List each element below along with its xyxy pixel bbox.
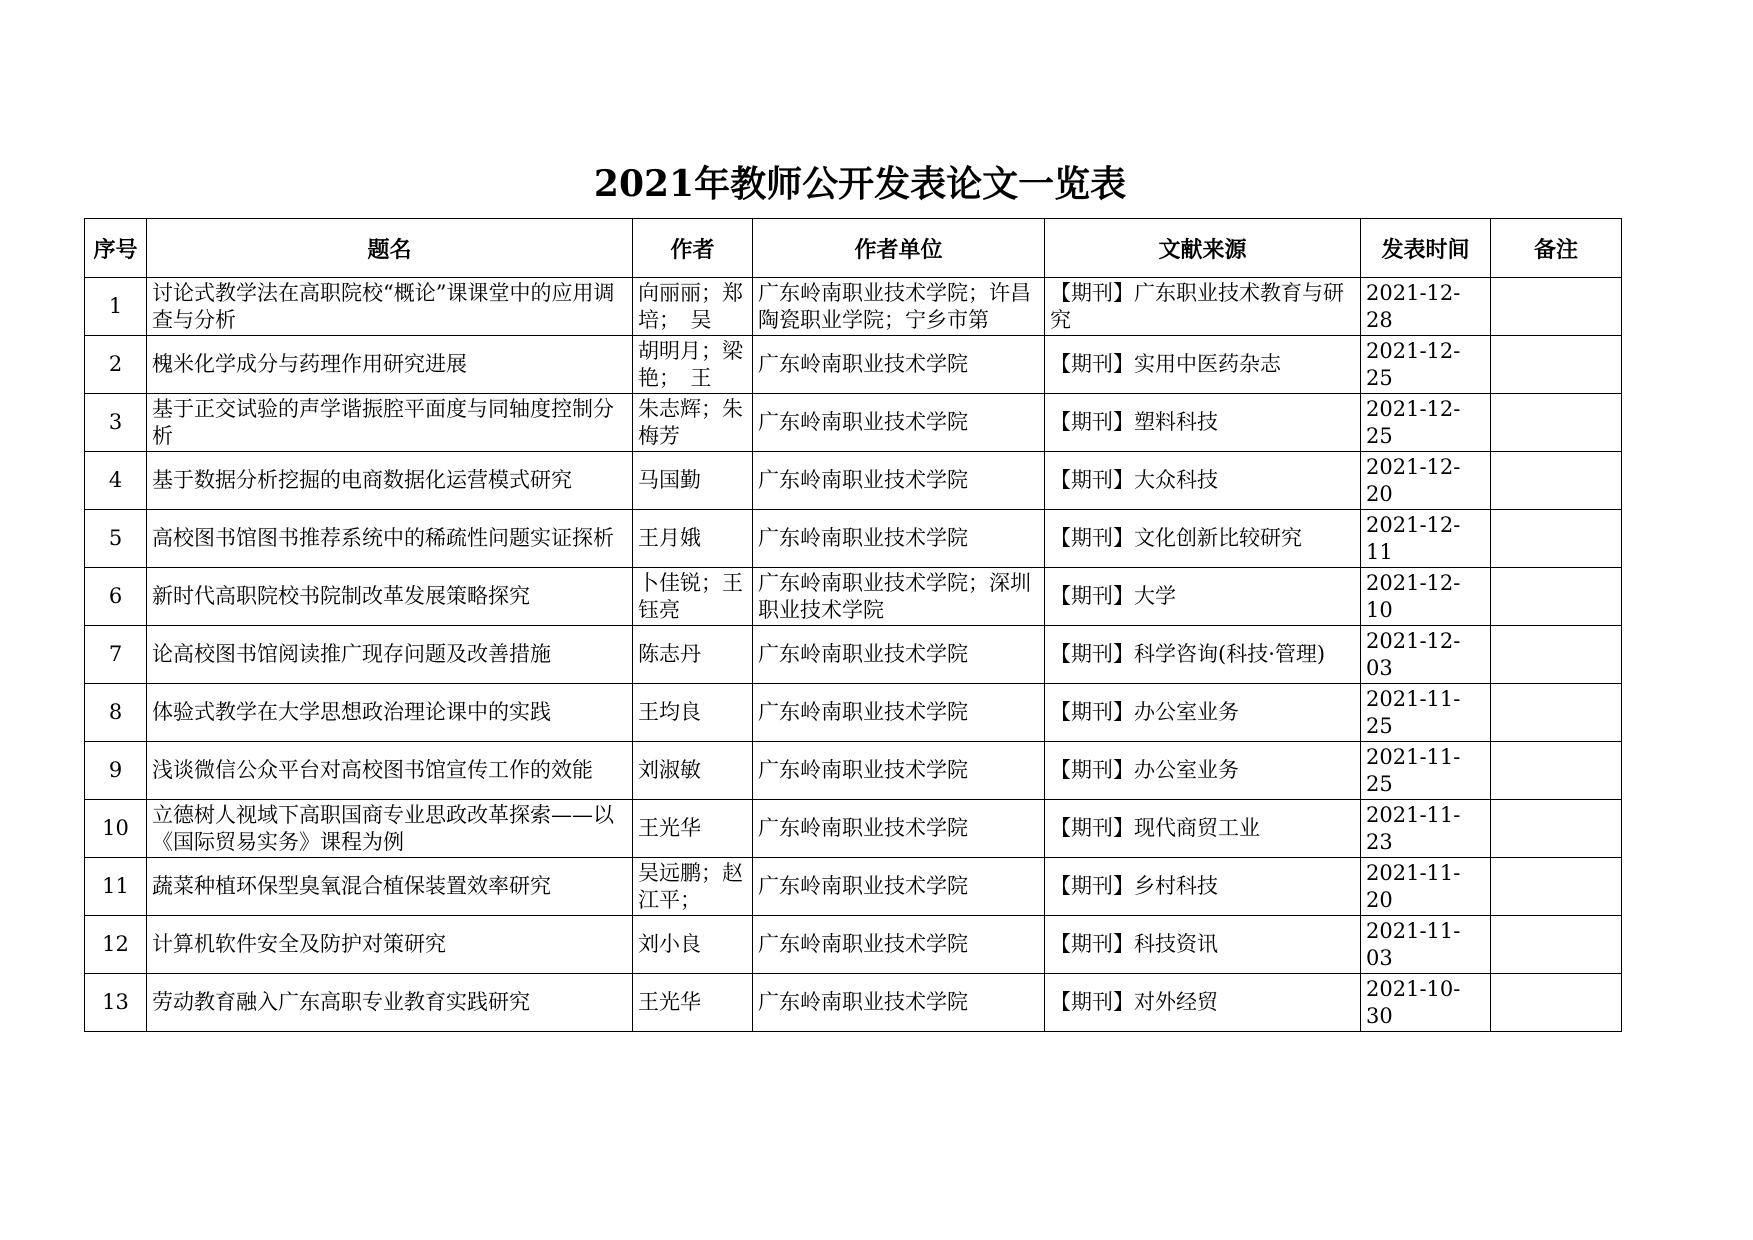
table-row: [85, 858, 1622, 916]
cell-index-text: 5: [108, 526, 123, 550]
cell-unit-text: 广东岭南职业技术学院: [758, 874, 968, 898]
cell-source-text: 【期刊】对外经贸: [1050, 990, 1218, 1014]
cell-author: [633, 742, 753, 800]
table-row: [85, 626, 1622, 684]
cell-date: [1361, 858, 1491, 916]
cell-author: [633, 974, 753, 1032]
cell-source: [1045, 916, 1361, 974]
cell-index-text: 3: [108, 410, 123, 434]
cell-date-text: 2021-12-25: [1366, 396, 1461, 448]
cell-title-text: 浅谈微信公众平台对高校图书馆宣传工作的效能: [152, 758, 593, 782]
cell-index: [85, 452, 147, 510]
cell-author: [633, 452, 753, 510]
cell-author-text: 卜佳锐；王钰亮: [638, 570, 743, 622]
cell-index-text: 9: [108, 758, 123, 782]
cell-date: [1361, 800, 1491, 858]
cell-unit-text: 广东岭南职业技术学院: [758, 816, 968, 840]
cell-note: [1491, 394, 1622, 452]
cell-unit-text: 广东岭南职业技术学院: [758, 700, 968, 724]
cell-unit: [753, 916, 1045, 974]
cell-title-text: 基于数据分析挖掘的电商数据化运营模式研究: [152, 468, 572, 492]
cell-title: [147, 568, 633, 626]
cell-source-text: 【期刊】办公室业务: [1050, 758, 1239, 782]
table-row: [85, 916, 1622, 974]
cell-unit: [753, 626, 1045, 684]
cell-title: [147, 800, 633, 858]
cell-unit-text: 广东岭南职业技术学院；深圳职业技术学院: [758, 570, 1031, 622]
cell-author-text: 吴远鹏；赵江平；: [638, 860, 743, 912]
cell-date-text: 2021-12-28: [1366, 280, 1461, 332]
cell-date-text: 2021-11-25: [1366, 744, 1461, 796]
cell-unit-text: 广东岭南职业技术学院: [758, 410, 968, 434]
cell-title-text: 论高校图书馆阅读推广现存问题及改善措施: [152, 642, 551, 666]
cell-date: [1361, 916, 1491, 974]
header-row: [85, 219, 1622, 278]
cell-source: [1045, 974, 1361, 1032]
cell-source-text: 【期刊】办公室业务: [1050, 700, 1239, 724]
cell-title: [147, 336, 633, 394]
header-title: 题名: [147, 219, 633, 278]
cell-index: [85, 626, 147, 684]
cell-source-text: 【期刊】科学咨询(科技·管理): [1050, 642, 1326, 666]
cell-date-text: 2021-12-11: [1366, 512, 1461, 564]
table-row: [85, 452, 1622, 510]
cell-source-text: 【期刊】塑料科技: [1050, 410, 1218, 434]
cell-author: [633, 510, 753, 568]
cell-author-text: 陈志丹: [638, 642, 701, 666]
cell-source-text: 【期刊】大众科技: [1050, 468, 1218, 492]
cell-unit: [753, 974, 1045, 1032]
cell-unit-text: 广东岭南职业技术学院: [758, 932, 968, 956]
cell-source: [1045, 800, 1361, 858]
cell-index-text: 1: [108, 294, 123, 318]
cell-date-text: 2021-11-20: [1366, 860, 1461, 912]
cell-index: [85, 858, 147, 916]
cell-author-text: 王月娥: [638, 526, 701, 550]
cell-author: [633, 684, 753, 742]
header-date: 发表时间: [1361, 219, 1491, 278]
cell-note: [1491, 336, 1622, 394]
cell-title-text: 计算机软件安全及防护对策研究: [152, 932, 446, 956]
cell-index-text: 7: [108, 642, 123, 666]
table-row: [85, 510, 1622, 568]
cell-unit: [753, 858, 1045, 916]
cell-title: [147, 510, 633, 568]
cell-date: [1361, 974, 1491, 1032]
cell-date: [1361, 742, 1491, 800]
cell-date: [1361, 568, 1491, 626]
table-row: [85, 742, 1622, 800]
cell-unit-text: 广东岭南职业技术学院: [758, 526, 968, 550]
cell-unit: [753, 510, 1045, 568]
cell-date-text: 2021-12-20: [1366, 454, 1461, 506]
cell-title-text: 讨论式教学法在高职院校“概论”课课堂中的应用调查与分析: [152, 280, 615, 332]
cell-title-text: 基于正交试验的声学谐振腔平面度与同轴度控制分析: [152, 396, 614, 448]
cell-index: [85, 916, 147, 974]
cell-index-text: 8: [108, 700, 123, 724]
cell-title: [147, 916, 633, 974]
cell-source-text: 【期刊】实用中医药杂志: [1050, 352, 1281, 376]
cell-date: [1361, 684, 1491, 742]
cell-source-text: 【期刊】大学: [1050, 584, 1176, 608]
cell-author: [633, 336, 753, 394]
cell-date-text: 2021-10-30: [1366, 976, 1461, 1028]
header-author: 作者: [633, 219, 753, 278]
cell-title-text: 立德树人视域下高职国商专业思政改革探索——以《国际贸易实务》课程为例: [152, 802, 614, 854]
header-unit: 作者单位: [753, 219, 1045, 278]
cell-index-text: 12: [102, 932, 129, 956]
cell-index-text: 2: [108, 352, 123, 376]
table-row: [85, 336, 1622, 394]
cell-source: [1045, 568, 1361, 626]
cell-source: [1045, 858, 1361, 916]
header-index: 序号: [85, 219, 147, 278]
cell-index-text: 13: [102, 990, 129, 1014]
cell-date-text: 2021-11-25: [1366, 686, 1461, 738]
cell-unit: [753, 336, 1045, 394]
cell-date: [1361, 278, 1491, 336]
cell-index-text: 10: [102, 816, 129, 840]
cell-note: [1491, 278, 1622, 336]
cell-unit: [753, 684, 1045, 742]
cell-source-text: 【期刊】科技资讯: [1050, 932, 1218, 956]
cell-author-text: 胡明月；梁艳； 王: [638, 338, 743, 390]
cell-author-text: 王光华: [638, 816, 701, 840]
cell-author: [633, 568, 753, 626]
cell-source-text: 【期刊】乡村科技: [1050, 874, 1218, 898]
cell-source: [1045, 394, 1361, 452]
cell-date: [1361, 394, 1491, 452]
table-row: [85, 684, 1622, 742]
cell-author: [633, 858, 753, 916]
cell-title: [147, 858, 633, 916]
cell-author: [633, 800, 753, 858]
cell-note: [1491, 568, 1622, 626]
cell-note: [1491, 510, 1622, 568]
cell-title: [147, 278, 633, 336]
cell-source: [1045, 510, 1361, 568]
cell-source-text: 【期刊】文化创新比较研究: [1050, 526, 1302, 550]
cell-title-text: 劳动教育融入广东高职专业教育实践研究: [152, 990, 530, 1014]
cell-author-text: 王光华: [638, 990, 701, 1014]
cell-date: [1361, 510, 1491, 568]
cell-title: [147, 394, 633, 452]
cell-date-text: 2021-11-03: [1366, 918, 1461, 970]
cell-unit: [753, 394, 1045, 452]
cell-date-text: 2021-12-03: [1366, 628, 1461, 680]
cell-title: [147, 742, 633, 800]
cell-index: [85, 510, 147, 568]
cell-author-text: 王均良: [638, 700, 701, 724]
cell-title: [147, 452, 633, 510]
cell-author-text: 刘小良: [638, 932, 701, 956]
cell-unit-text: 广东岭南职业技术学院: [758, 990, 968, 1014]
cell-source: [1045, 742, 1361, 800]
cell-unit-text: 广东岭南职业技术学院；许昌陶瓷职业学院；宁乡市第: [758, 280, 1031, 332]
cell-author-text: 马国勤: [638, 468, 701, 492]
cell-title: [147, 684, 633, 742]
cell-author: [633, 394, 753, 452]
cell-note: [1491, 452, 1622, 510]
papers-table: [84, 218, 1622, 1032]
cell-source-text: 【期刊】广东职业技术教育与研究: [1050, 280, 1344, 332]
cell-title-text: 槐米化学成分与药理作用研究进展: [152, 352, 467, 376]
cell-title-text: 体验式教学在大学思想政治理论课中的实践: [152, 700, 551, 724]
cell-note: [1491, 742, 1622, 800]
cell-source: [1045, 626, 1361, 684]
cell-unit: [753, 452, 1045, 510]
cell-author-text: 向丽丽；郑培； 吴: [638, 280, 743, 332]
cell-note: [1491, 916, 1622, 974]
cell-index-text: 6: [108, 584, 123, 608]
cell-date-text: 2021-12-25: [1366, 338, 1461, 390]
cell-source: [1045, 336, 1361, 394]
table-row: [85, 568, 1622, 626]
cell-index-text: 4: [108, 468, 123, 492]
cell-note: [1491, 626, 1622, 684]
page-title: 2021年教师公开发表论文一览表: [593, 163, 1127, 205]
cell-date: [1361, 626, 1491, 684]
cell-author-text: 刘淑敏: [638, 758, 701, 782]
table-row: [85, 974, 1622, 1032]
cell-index: [85, 568, 147, 626]
table-row: [85, 278, 1622, 336]
cell-source: [1045, 684, 1361, 742]
cell-unit: [753, 800, 1045, 858]
cell-date-text: 2021-12-10: [1366, 570, 1461, 622]
cell-index: [85, 800, 147, 858]
cell-note: [1491, 974, 1622, 1032]
cell-unit-text: 广东岭南职业技术学院: [758, 642, 968, 666]
cell-date: [1361, 336, 1491, 394]
cell-index: [85, 684, 147, 742]
cell-unit-text: 广东岭南职业技术学院: [758, 758, 968, 782]
cell-author: [633, 626, 753, 684]
cell-unit-text: 广东岭南职业技术学院: [758, 468, 968, 492]
cell-source-text: 【期刊】现代商贸工业: [1050, 816, 1260, 840]
cell-date: [1361, 452, 1491, 510]
cell-unit: [753, 568, 1045, 626]
table-row: [85, 394, 1622, 452]
cell-title: [147, 626, 633, 684]
cell-date-text: 2021-11-23: [1366, 802, 1461, 854]
cell-source: [1045, 452, 1361, 510]
cell-title: [147, 974, 633, 1032]
cell-unit-text: 广东岭南职业技术学院: [758, 352, 968, 376]
header-note: 备注: [1491, 219, 1622, 278]
cell-index: [85, 336, 147, 394]
table-row: [85, 800, 1622, 858]
cell-unit: [753, 742, 1045, 800]
header-source: 文献来源: [1045, 219, 1361, 278]
cell-title-text: 新时代高职院校书院制改革发展策略探究: [152, 584, 530, 608]
cell-author: [633, 916, 753, 974]
cell-unit: [753, 278, 1045, 336]
cell-author: [633, 278, 753, 336]
cell-index: [85, 278, 147, 336]
cell-source: [1045, 278, 1361, 336]
cell-index: [85, 394, 147, 452]
cell-title-text: 蔬菜种植环保型臭氧混合植保装置效率研究: [152, 874, 551, 898]
cell-index: [85, 974, 147, 1032]
cell-author-text: 朱志辉；朱梅芳: [638, 396, 743, 448]
cell-index: [85, 742, 147, 800]
cell-note: [1491, 684, 1622, 742]
cell-note: [1491, 800, 1622, 858]
cell-title-text: 高校图书馆图书推荐系统中的稀疏性问题实证探析: [152, 526, 614, 550]
cell-note: [1491, 858, 1622, 916]
cell-index-text: 11: [102, 874, 129, 898]
